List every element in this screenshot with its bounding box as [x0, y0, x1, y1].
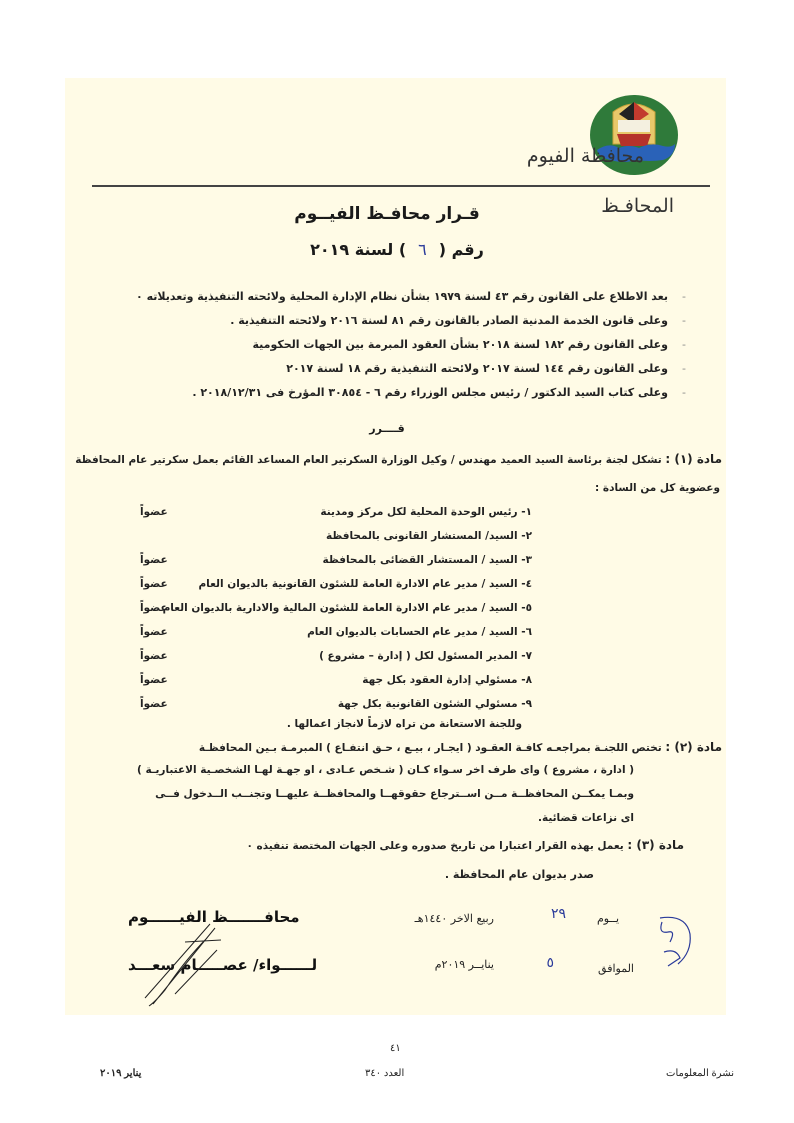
- article-2-line: تختص اللجنـة بمراجعـه كافـة العقـود ( ايجـار ، بيـع ، حـق انتفـاع ) المبرمـة بـين المحافظـة: [198, 742, 662, 754]
- member-item: ٣- السيد / المستشار القضائى بالمحافظة: [322, 554, 532, 566]
- article-2-line: اى نزاعات قضائية.: [537, 812, 634, 824]
- member-role: عضواً: [140, 602, 168, 614]
- handwritten-signature: [125, 920, 235, 1010]
- member-item: ١- رئيس الوحدة المحلية لكل مركز ومدينة: [320, 506, 532, 518]
- publication-name: نشرة المعلومات: [666, 1068, 734, 1079]
- day-label: يــوم: [597, 912, 619, 925]
- member-role: عضواً: [140, 554, 168, 566]
- hijri-day: ٢٩: [550, 906, 566, 922]
- decision-title: [0, 204, 794, 224]
- member-role: عضواً: [140, 650, 168, 662]
- header-divider: [92, 185, 710, 187]
- article-1-label: مادة (١) :: [665, 452, 722, 466]
- article-3-text: يعمل بهذه القرار اعتبارا من تاريخ صدوره وعلى الجهات المختصة تنفيذه ٠: [246, 840, 624, 852]
- member-item: ٤- السيد / مدير عام الادارة العامة للشئون القانونية بالديوان العام: [198, 578, 532, 590]
- preamble-text: وعلى كتاب السيد الدكتور / رئيس مجلس الوزراء رقم ٦ - ٣٠٨٥٤ المؤرخ فى ٢٠١٨/١٢/٣١ .: [192, 386, 669, 399]
- preamble-item: [136, 290, 686, 303]
- bullet-dash: -: [682, 338, 686, 351]
- article-1-closing: وللجنة الاستعانة من تراه لازماً لانجاز اعمالها .: [286, 718, 522, 730]
- member-role: عضواً: [140, 578, 168, 590]
- signatory-title: محافـــــــظ الفيــــــوم: [128, 908, 300, 926]
- article-3: [246, 838, 684, 852]
- member-role: عضواً: [140, 506, 168, 518]
- greg-day: ٥: [546, 955, 554, 971]
- preamble-item: [230, 314, 686, 327]
- governorate-name: محافظة الفيوم: [526, 145, 644, 167]
- initials-mark: [650, 912, 696, 970]
- greg-month-year: ينايــر ٢٠١٩م: [434, 958, 494, 971]
- member-item: ٩- مسئولي الشئون القانونية بكل جهة: [337, 698, 532, 710]
- signatory-name: لــــــواء/ عصـــــام سعـــد: [128, 956, 318, 974]
- member-item: ٢- السيد/ المستشار القانونى بالمحافظة: [325, 530, 532, 542]
- office-label: المحافـظ: [601, 195, 674, 217]
- article-1: [75, 452, 722, 466]
- page-number: ٤١: [390, 1043, 401, 1054]
- member-item: ٧- المدير المسئول لكل ( إدارة – مشروع ): [319, 650, 532, 662]
- corresponding-label: الموافق: [598, 962, 634, 975]
- issued-at: صدر بديوان عام المحافظة .: [444, 868, 594, 881]
- decision-number-prefix: رقم (: [438, 240, 484, 259]
- member-role: عضواً: [140, 698, 168, 710]
- preamble-item: [192, 386, 686, 399]
- preamble-item: [286, 362, 686, 375]
- article-3-label: مادة (٣) :: [627, 838, 684, 852]
- decision-number-suffix: ) لسنة ٢٠١٩: [310, 240, 407, 259]
- article-2-line: ( ادارة ، مشروع ) واى طرف اخر سـواء كـان ( شـخص عـادى ، او جهـة لهـا الشخصـية الاعتباريـة ): [137, 764, 634, 776]
- preamble-text: وعلى قانون الخدمة المدنية الصادر بالقانون رقم ٨١ لسنة ٢٠١٦ ولائحته التنفيذية .: [230, 314, 669, 327]
- article-2: [199, 740, 722, 754]
- member-item: ٨- مسئولي إدارة العقود بكل جهة: [362, 674, 532, 686]
- decided-heading: قــــرر: [369, 422, 405, 435]
- preamble-text: وعلى القانون رقم ١٨٢ لسنة ٢٠١٨ بشأن العقود المبرمة بين الجهات الحكومية: [252, 338, 669, 351]
- member-item: ٦- السيد / مدير عام الحسابات بالديوان العام: [307, 626, 532, 638]
- bullet-dash: -: [682, 290, 686, 303]
- bullet-dash: -: [682, 362, 686, 375]
- article-1-text: تشكل لجنة برئاسة السيد العميد مهندس / وكيل الوزارة السكرتير العام المساعد القائم بعمل سكرتير عام المحافظة: [75, 454, 662, 466]
- issue-number: العدد ٣٤٠: [365, 1068, 405, 1079]
- member-role: عضواً: [140, 626, 168, 638]
- preamble-item: [252, 338, 686, 351]
- preamble-text: بعد الاطلاع على القانون رقم ٤٣ لسنة ١٩٧٩ بشأن نظام الإدارة المحلية ولائحته التنفيذية وتعديلاته ٠: [136, 290, 669, 303]
- bullet-dash: -: [682, 386, 686, 399]
- article-2-label: مادة (٢) :: [665, 740, 722, 754]
- member-item: ٥- السيد / مدير عام الادارة العامة للشئون المالية والادارية بالديوان العام: [162, 602, 532, 614]
- preamble-text: وعلى القانون رقم ١٤٤ لسنة ٢٠١٧ ولائحته التنفيذية رقم ١٨ لسنة ٢٠١٧: [286, 362, 669, 375]
- membership-intro: وعضوية كل من السادة :: [595, 482, 720, 494]
- decision-number-value: ٦: [418, 240, 427, 259]
- article-2-line: وبمـا يمكــن المحافظــة مــن اســترجاع حقوقهــا والمحافظــة عليهــا وتجنــب الــدخول فــى: [155, 788, 634, 800]
- hijri-month-year: ربيع الاخر ١٤٤٠هـ: [414, 912, 494, 925]
- publication-date: يناير ٢٠١٩: [100, 1068, 142, 1079]
- decision-number: [0, 240, 794, 259]
- member-role: عضواً: [140, 674, 168, 686]
- decision-title-text: قـرار محافـظ الفيــوم: [294, 204, 480, 224]
- bullet-dash: -: [682, 314, 686, 327]
